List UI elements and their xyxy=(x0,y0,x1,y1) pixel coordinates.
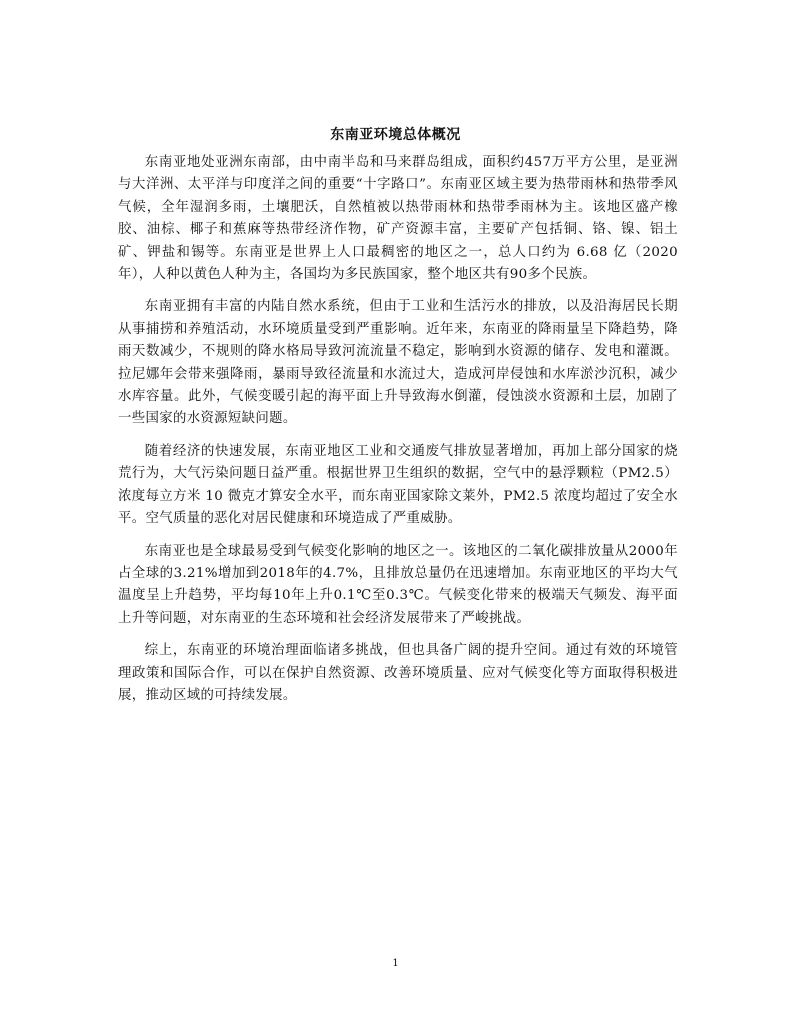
document-title: 东南亚环境总体概况 xyxy=(330,127,461,143)
paragraph-conclusion: 综上，东南亚的环境治理面临诸多挑战，但也具备广阔的提升空间。通过有效的环境管理政策和国际合作，可以在保护自然资源、改善环境质量、应对气候变化等方面取得积极进展，推动区域的可持续发展。 xyxy=(118,643,678,703)
page-number: 1 xyxy=(392,958,399,969)
document-body xyxy=(118,152,678,717)
paragraph-water: 东南亚拥有丰富的内陆自然水系统，但由于工业和生活污水的排放，以及沿海居民长期从事捕捞和养殖活动，水环境质量受到严重影响。近年来，东南亚的降雨量呈下降趋势，降雨天数减少，不规则的降水格局导致河流流量不稳定，影响到水资源的储存、发电和灌溉。拉尼娜年会带来强降雨，暴雨导致径流量和水流过大，造成河岸侵蚀和水库淤沙沉积，减少水库容量。此外，气候变暖引起的海平面上升导致海水倒灌，侵蚀淡水资源和土层，加剧了一些国家的水资源短缺问题。 xyxy=(118,299,678,427)
paragraph-air: 随着经济的快速发展，东南亚地区工业和交通废气排放显著增加，再加上部分国家的烧荒行为，大气污染问题日益严重。根据世界卫生组织的数据，空气中的悬浮颗粒（PM2.5）浓度每立方米 10 微克才算安全水平，而东南亚国家除文莱外，PM2.5 浓度均超过了安全水平。空气质量的恶化对居民健康和环境造成了严重威胁。 xyxy=(118,443,678,527)
paragraph-climate: 东南亚也是全球最易受到气候变化影响的地区之一。该地区的二氧化碳排放量从2000年占全球的3.21%增加到2018年的4.7%，且排放总量仍在迅速增加。东南亚地区的平均大气温度呈上升趋势，平均每10年上升0.1℃至0.3℃。气候变化带来的极端天气频发、海平面上升等问题，对东南亚的生态环境和社会经济发展带来了严峻挑战。 xyxy=(118,543,678,626)
paragraph-overview: 东南亚地处亚洲东南部，由中南半岛和马来群岛组成，面积约457万平方公里，是亚洲与大洋洲、太平洋与印度洋之间的重要“十字路口”。东南亚区域主要为热带雨林和热带季风气候，全年湿润多雨，土壤肥沃，自然植被以热带雨林和热带季雨林为主。该地区盛产橡胶、油棕、椰子和蕉麻等热带经济作物，矿产资源丰富，主要矿产包括铜、铬、镍、铝土矿、钾盐和锡等。东南亚是世界上人口最稠密的地区之一，总人口约为 6.68 亿（2020 年），人种以黄色人种为主，各国均为多民族国家，整个地区共有90多个民族。 xyxy=(118,155,678,283)
